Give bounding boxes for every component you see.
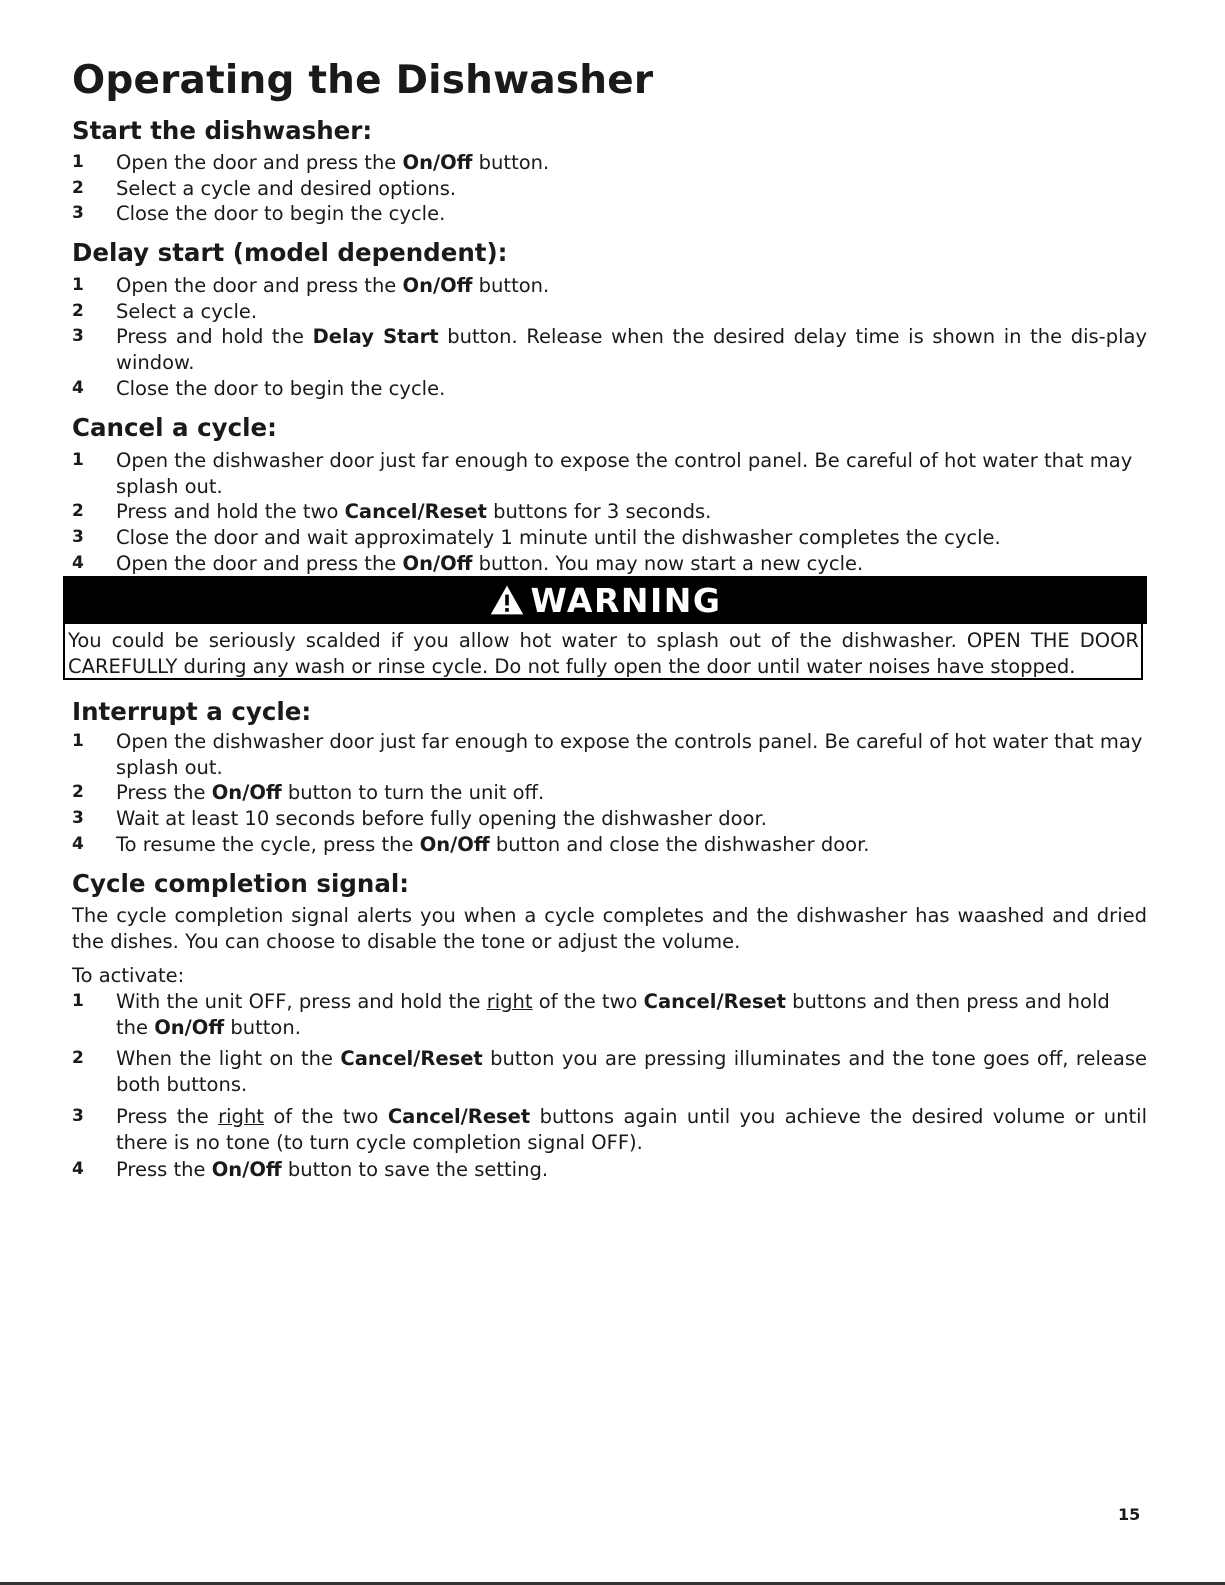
list-item: 2 Select a cycle. xyxy=(72,299,258,323)
signal-steps xyxy=(72,989,1147,1183)
page-title: Operating the Dishwasher xyxy=(72,58,654,103)
delay-heading: Delay start (model dependent): xyxy=(72,238,508,267)
start-heading: Start the dishwasher: xyxy=(72,116,373,145)
list-item: 3 Close the door and wait approximately 1 minute until the dishwasher completes the cycle. xyxy=(72,526,1001,550)
list-item: 2 When the light on the Cancel/Reset button you are pressing illuminates and the tone goes off, release both buttons. xyxy=(72,1047,1147,1097)
step-number: 4 xyxy=(72,1159,84,1180)
cancel-steps xyxy=(72,448,1147,577)
step-number: 2 xyxy=(72,501,84,522)
warning-banner xyxy=(63,576,1147,624)
step-number: 1 xyxy=(72,152,84,172)
signal-heading: Cycle completion signal: xyxy=(72,869,410,898)
step-number: 1 xyxy=(72,991,84,1011)
step-number: 1 xyxy=(72,731,84,751)
warning-title: WARNING xyxy=(530,580,722,620)
cancel-heading: Cancel a cycle: xyxy=(72,413,277,442)
list-item: 1 Open the door and press the On/Off button. xyxy=(72,274,550,297)
list-item: 2 Select a cycle and desired options. xyxy=(72,176,457,200)
start-steps xyxy=(72,150,1147,227)
step-number: 2 xyxy=(72,300,84,321)
step-number: 3 xyxy=(72,808,84,829)
step-number: 3 xyxy=(72,203,84,224)
step-number: 1 xyxy=(72,275,84,295)
list-item: 3 Press the right of the two Cancel/Reset buttons again until you achieve the desired volume or until there is no tone (to turn cycle completion signal OFF). xyxy=(72,1104,1147,1154)
page-number: 15 xyxy=(1118,1505,1141,1524)
list-item: 4 Press the On/Off button to save the setting. xyxy=(72,1158,549,1182)
activate-label: To activate: xyxy=(72,964,185,987)
step-number: 4 xyxy=(72,552,84,573)
list-item: 4 To resume the cycle, press the On/Off button and close the dishwasher door. xyxy=(72,832,870,856)
list-item: 4 Open the door and press the On/Off button. You may now start a new cycle. xyxy=(72,551,864,575)
step-number: 4 xyxy=(72,833,84,854)
list-item: 1 Open the door and press the On/Off button. xyxy=(72,151,550,174)
signal-intro: The cycle completion signal alerts you when a cycle completes and the dishwasher has waashed and dried the dishes. You can choose to disable the tone or adjust the volume. xyxy=(72,904,1147,953)
warning-text: You could be seriously scalded if you allow hot water to splash out of the dishwasher. OPEN THE DOOR CAREFULLY during any wash or rinse cycle. Do not fully open the door until water noises have stopped. xyxy=(63,624,1143,680)
delay-steps xyxy=(72,273,1147,402)
step-number: 3 xyxy=(72,326,84,347)
step-number: 3 xyxy=(72,527,84,548)
step-number: 2 xyxy=(72,177,84,198)
list-item: 1 Open the dishwasher door just far enough to expose the control panel. Be careful of hot water that may splash out. xyxy=(72,449,1133,498)
list-item: 2 Press the On/Off button to turn the unit off. xyxy=(72,781,545,805)
step-number: 3 xyxy=(72,1105,84,1126)
step-number: 4 xyxy=(72,377,84,398)
list-item: 3 Wait at least 10 seconds before fully opening the dishwasher door. xyxy=(72,807,767,831)
list-item: 3 Press and hold the Delay Start button. Release when the desired delay time is shown in the dis-play window. xyxy=(72,325,1148,375)
list-item: 2 Press and hold the two Cancel/Reset buttons for 3 seconds. xyxy=(72,500,712,524)
list-item: 1 With the unit OFF, press and hold the right of the two Cancel/Reset buttons and then press and hold the On/Off button. xyxy=(72,990,1110,1039)
list-item: 3 Close the door to begin the cycle. xyxy=(72,202,446,226)
warning-triangle-icon xyxy=(489,583,525,617)
list-item: 1 Open the dishwasher door just far enough to expose the controls panel. Be careful of hot water that may splash out. xyxy=(72,730,1143,779)
interrupt-heading: Interrupt a cycle: xyxy=(72,697,312,726)
interrupt-steps xyxy=(72,729,1147,858)
step-number: 2 xyxy=(72,782,84,803)
step-number: 1 xyxy=(72,450,84,470)
list-item: 4 Close the door to begin the cycle. xyxy=(72,376,446,400)
step-number: 2 xyxy=(72,1048,84,1069)
